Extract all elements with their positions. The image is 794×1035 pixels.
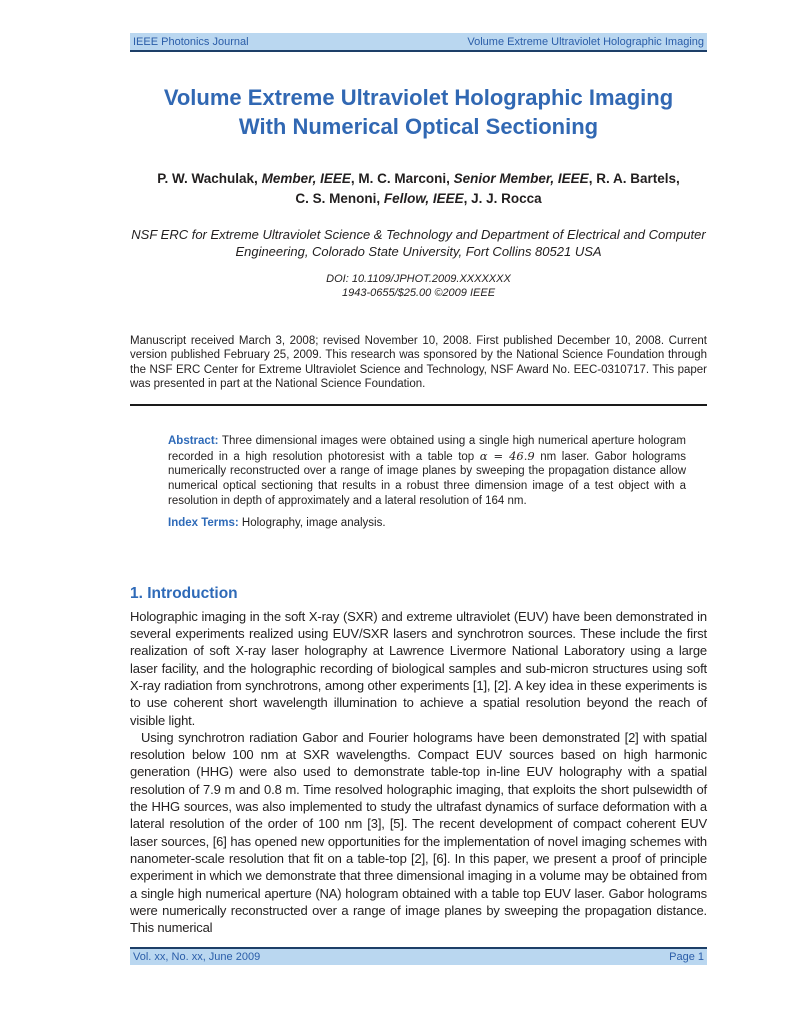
affiliation [130,226,707,260]
separator-rule [130,404,707,406]
abstract-label: Abstract: [168,435,219,448]
doi-line: DOI: 10.1109/JPHOT.2009.XXXXXXX [326,273,511,285]
index-terms [130,516,707,531]
body-paragraph-1: Holographic imaging in the soft X-ray (SXR) and extreme ultraviolet (EUV) have been demonstrated in several experiments realized using EUV/SXR lasers and synchrotron sources. These include the first realization of soft X-ray laser holography at Lawrence Livermore National Laboratory using a large laser facility, and the holographic recording of biological samples and sub-micron structures using soft X-ray radiation from synchrotrons, among other experiments [1], [2]. A key idea in these experiments is to use coherent short wavelength illumination to achieve a spatial resolution beyond the reach of visible light. [130,608,707,728]
page-number: Page 1 [669,951,704,963]
abstract-text: Three dimensional images were obtained using a single high numerical aperture hologram recorded in a high resolution photoresist with a table top α = 46.9 nm laser. Gabor holograms numerically reconstructed over a range of image planes by sweeping the propagation distance allow numerical optical sectioning that results in a robust three dimension image of a test object with a resolution in depth of approximately and a lateral resolution of 164 nm. [168,435,686,507]
doi-block [130,273,707,300]
index-terms-label: Index Terms: [168,517,239,530]
authors [130,169,707,209]
index-terms-text: Holography, image analysis. [238,517,386,530]
abstract [130,434,707,508]
body-paragraph-2: Using synchrotron radiation Gabor and Fourier holograms have been demonstrated [2] with spatial resolution below 100 nm at SXR wavelengths. Compact EUV sources based on high harmonic generation (HHG) were also used to demonstrate table-top in-line EUV holography with a spatial resolution of 7.9 m and 0.8 m. Time resolved holographic imaging, that exploits the short pulsewidth of the HHG sources, was also implemented to study the ultrafast dynamics of surface deformation with a lateral resolution of the order of 100 nm [3], [5]. The recent development of compact coherent EUV laser sources, [6] has opened new opportunities for the implementation of novel imaging schemes with nanometer-scale resolution that fit on a table-top [2], [6]. In this paper, we present a proof of principle experiment in which we demonstrate that three dimensional imaging in a volume may be obtained from a single high numerical aperture (NA) hologram obtained with a table top EUV laser. Gabor holograms were numerically reconstructed over a range of image planes by sweeping the propagation distance. This numerical [130,729,707,936]
section-heading: 1. Introduction [130,584,238,602]
authors-line1: P. W. Wachulak, Member, IEEE, M. C. Marconi, Senior Member, IEEE, R. A. Bartels, [157,171,680,186]
introduction-body [130,608,707,937]
authors-line2: C. S. Menoni, Fellow, IEEE, J. J. Rocca [295,191,542,206]
running-title: Volume Extreme Ultraviolet Holographic Imaging [467,35,704,48]
journal-name: IEEE Photonics Journal [133,35,249,48]
volume-info: Vol. xx, No. xx, June 2009 [133,951,261,963]
page-content [130,0,707,936]
copyright-line: 1943-0655/$25.00 ©2009 IEEE [341,286,496,299]
paper-title-line2: With Numerical Optical Sectioning [238,114,599,139]
manuscript-note: Manuscript received March 3, 2008; revised November 10, 2008. First published December 10, 2008. Current version published February 25, 2009. This research was sponsored by the National Science Foundation through the NSF ERC Center for Extreme Ultraviolet Science and Technology, NSF Award No. EEC-0310717. This paper was presented in part at the National Science Foundation. [130,335,707,390]
paper-title [130,83,707,141]
affiliation-line1: NSF ERC for Extreme Ultraviolet Science & Technology and Department of Electrical and Computer [131,227,706,242]
footer-bar [130,947,707,965]
paper-title-line1: Volume Extreme Ultraviolet Holographic Imaging [163,85,674,110]
affiliation-line2: Engineering, Colorado State University, Fort Collins 80521 USA [235,244,602,259]
